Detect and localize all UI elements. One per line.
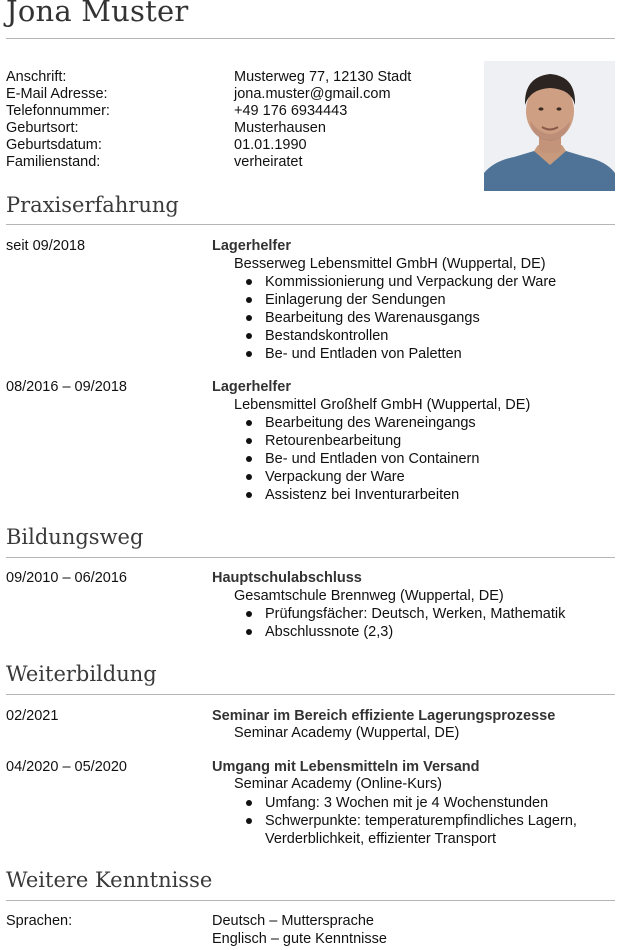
address-value: Musterweg 77, 12130 Stadt <box>234 69 412 85</box>
experience-title: Lagerhelfer <box>212 238 291 254</box>
training-bullets <box>244 794 604 848</box>
address-label: Anschrift: <box>6 69 67 85</box>
experience-date: 08/2016 – 09/2018 <box>6 379 127 395</box>
section-title-bildung: Bildungsweg <box>6 525 144 549</box>
experience-date: seit 09/2018 <box>6 238 86 254</box>
experience-title: Lagerhelfer <box>212 379 291 395</box>
language-item: Englisch – gute Kenntnisse <box>212 931 387 947</box>
experience-bullets <box>244 414 604 504</box>
list-item: Be- und Entladen von Containern <box>244 450 604 468</box>
list-item: Bearbeitung des Warenausgangs <box>244 309 604 327</box>
list-item: Schwerpunkte: temperaturempfindliches Lagern, Verderblichkeit, effizienter Transport <box>244 812 604 848</box>
list-item: Assistenz bei Inventurarbeiten <box>244 486 604 504</box>
header-divider <box>6 38 615 39</box>
section-divider <box>6 694 615 695</box>
training-title: Umgang mit Lebensmitteln im Versand <box>212 759 480 775</box>
list-item: Retourenbearbeitung <box>244 432 604 450</box>
training-title: Seminar im Bereich effiziente Lagerungsprozesse <box>212 708 556 724</box>
experience-company: Besserweg Lebensmittel GmbH (Wuppertal, DE) <box>234 256 546 272</box>
list-item: Prüfungsfächer: Deutsch, Werken, Mathematik <box>244 605 604 623</box>
languages-label: Sprachen: <box>6 913 73 929</box>
training-date: 02/2021 <box>6 708 59 724</box>
list-item: Bestandskontrollen <box>244 327 604 345</box>
marital-status-value: verheiratet <box>234 154 303 170</box>
section-divider <box>6 224 615 225</box>
education-bullets <box>244 605 604 641</box>
list-item: Einlagerung der Sendungen <box>244 291 604 309</box>
email-value: jona.muster@gmail.com <box>234 86 391 102</box>
education-title: Hauptschulabschluss <box>212 570 362 586</box>
language-item: Deutsch – Muttersprache <box>212 913 374 929</box>
email-label: E-Mail Adresse: <box>6 86 108 102</box>
birthdate-label: Geburtsdatum: <box>6 137 102 153</box>
list-item: Be- und Entladen von Paletten <box>244 345 604 363</box>
portrait-photo <box>484 61 615 191</box>
birthdate-value: 01.01.1990 <box>234 137 307 153</box>
phone-label: Telefonnummer: <box>6 103 110 119</box>
section-title-praxis: Praxiserfahrung <box>6 193 179 217</box>
phone-value: +49 176 6934443 <box>234 103 348 119</box>
section-title-weiterbildung: Weiterbildung <box>6 662 157 686</box>
list-item: Umfang: 3 Wochen mit je 4 Wochenstunden <box>244 794 604 812</box>
training-date: 04/2020 – 05/2020 <box>6 759 127 775</box>
training-provider: Seminar Academy (Wuppertal, DE) <box>234 725 460 741</box>
birthplace-label: Geburtsort: <box>6 120 79 136</box>
portrait-icon <box>484 61 615 191</box>
experience-bullets <box>244 273 604 363</box>
list-item: Kommissionierung und Verpackung der Ware <box>244 273 604 291</box>
section-divider <box>6 557 615 558</box>
education-date: 09/2010 – 06/2016 <box>6 570 127 586</box>
education-school: Gesamtschule Brennweg (Wuppertal, DE) <box>234 588 504 604</box>
section-divider <box>6 900 615 901</box>
list-item: Verpackung der Ware <box>244 468 604 486</box>
list-item: Abschlussnote (2,3) <box>244 623 604 641</box>
cv-name: Jona Muster <box>6 0 189 28</box>
list-item: Bearbeitung des Wareneingangs <box>244 414 604 432</box>
section-title-kenntnisse: Weitere Kenntnisse <box>6 868 213 892</box>
marital-status-label: Familienstand: <box>6 154 101 170</box>
training-provider: Seminar Academy (Online-Kurs) <box>234 776 442 792</box>
birthplace-value: Musterhausen <box>234 120 326 136</box>
experience-company: Lebensmittel Großhelf GmbH (Wuppertal, DE) <box>234 397 531 413</box>
